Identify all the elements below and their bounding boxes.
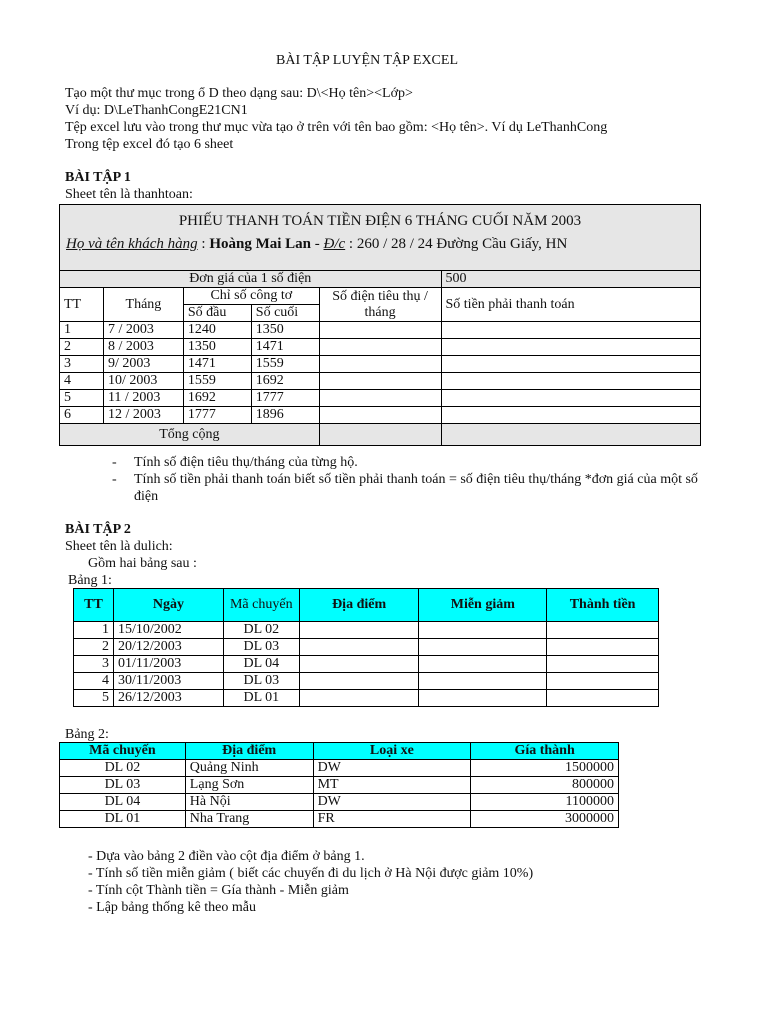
cell: MT [313,777,471,794]
table-row [60,373,701,390]
col-header: Chỉ số công tơ [183,288,319,305]
cell [319,356,441,373]
total-label: Tổng cộng [60,424,320,446]
intro-line: Trong tệp excel đó tạo 6 sheet [65,137,234,152]
col-header: Số đầu [183,305,251,322]
cell: 1559 [251,356,319,373]
cell [299,656,419,673]
cell: 5 [74,690,114,707]
cell [547,690,659,707]
cell: 1100000 [471,794,619,811]
col-header: Địa điểm [185,743,313,760]
col-header: Địa điểm [299,589,419,622]
separator: - [311,236,324,252]
col-header: Gía thành [471,743,619,760]
cell: 6 [60,407,104,424]
cell [419,622,547,639]
cell: 1240 [183,322,251,339]
col-header: Mã chuyến [223,589,299,622]
cell: 3000000 [471,811,619,828]
customer-label: Họ và tên khách hàng [66,236,198,252]
table-row [60,339,701,356]
cell [299,639,419,656]
cell: DL 03 [223,673,299,690]
cell: 01/11/2003 [113,656,223,673]
table-row [60,777,619,794]
col-header: Ngày [113,589,223,622]
table-row [74,622,659,639]
invoice-title: PHIẾU THANH TOÁN TIỀN ĐIỆN 6 THÁNG CUỐI NĂM 2003 [178,213,582,229]
ex2-heading: BÀI TẬP 2 [65,522,131,537]
cell [319,390,441,407]
address-label: Đ/c [323,236,346,252]
cell [319,407,441,424]
cell: 800000 [471,777,619,794]
cell: FR [313,811,471,828]
table-row [74,690,659,707]
col-header: Số tiền phải thanh toán [441,288,701,322]
col-header: Số điện tiêu thụ / tháng [319,288,441,322]
cell: 1559 [183,373,251,390]
cell: 1500000 [471,760,619,777]
table-row [60,322,701,339]
cell: DL 01 [223,690,299,707]
list-item: - Tính số tiền phải thanh toán biết số tiền phải thanh toán = số điện tiêu thụ/tháng *đơn giá của một số điện [112,471,702,505]
cell [547,656,659,673]
invoice-header [59,204,701,271]
cell [319,322,441,339]
cell: 9/ 2003 [103,356,183,373]
table-row [60,390,701,407]
cell: DL 04 [223,656,299,673]
cell: DW [313,760,471,777]
cell: 4 [74,673,114,690]
cell: DW [313,794,471,811]
cell [299,673,419,690]
cell [441,356,701,373]
cell: 1350 [251,322,319,339]
cell: 1471 [251,339,319,356]
col-header: Tháng [103,288,183,322]
cell: DL 01 [60,811,186,828]
cell [547,622,659,639]
cell [299,622,419,639]
list-item: - Tính số điện tiêu thụ/tháng của từng hộ. [112,454,702,471]
cell: 26/12/2003 [113,690,223,707]
cell [441,373,701,390]
cell [319,373,441,390]
cell [419,639,547,656]
col-header: Mã chuyến [60,743,186,760]
separator: : [197,236,210,252]
cell: 1777 [251,390,319,407]
cell [441,339,701,356]
cell [441,390,701,407]
tour-table [73,588,659,707]
cell [419,673,547,690]
cell [441,407,701,424]
table2-label: Bảng 2: [65,727,109,742]
cell: 3 [60,356,104,373]
cell: 1777 [183,407,251,424]
table1-label: Bảng 1: [68,573,112,588]
cell: DL 04 [60,794,186,811]
customer-line [66,236,567,253]
cell: 12 / 2003 [103,407,183,424]
ex2-sheet-name: Sheet tên là dulich: [65,539,173,554]
cell: 20/12/2003 [113,639,223,656]
ex1-heading: BÀI TẬP 1 [65,170,131,185]
cell: 1896 [251,407,319,424]
cell [299,690,419,707]
table-row [60,811,619,828]
cell: 8 / 2003 [103,339,183,356]
unit-price: 500 [441,271,701,288]
separator: : [345,236,357,252]
cell: 10/ 2003 [103,373,183,390]
cell: 1692 [183,390,251,407]
page-title: BÀI TẬP LUYỆN TẬP EXCEL [276,53,458,68]
cell: 2 [60,339,104,356]
col-header: TT [74,589,114,622]
unit-price-label: Đơn giá của 1 số điện [60,271,442,288]
invoice-table [59,270,701,446]
cell [419,656,547,673]
customer-name: Hoàng Mai Lan [209,236,311,252]
address: 260 / 28 / 24 Đường Cầu Giấy, HN [356,236,568,252]
intro-line: Ví dụ: D\LeThanhCongE21CN1 [65,103,248,118]
cell: 1 [74,622,114,639]
cell: Lạng Sơn [185,777,313,794]
table-row [74,656,659,673]
cell [441,424,701,446]
cell: 4 [60,373,104,390]
cell: 1471 [183,356,251,373]
col-header: Miễn giảm [419,589,547,622]
col-header: Thành tiền [547,589,659,622]
table-row [74,673,659,690]
ex2-task: - Dựa vào bảng 2 điền vào cột địa điểm ở bảng 1. [88,849,365,864]
ex2-task: - Tính số tiền miễn giảm ( biết các chuyến đi du lịch ở Hà Nội được giảm 10%) [88,866,534,881]
table-row [60,407,701,424]
cell [419,690,547,707]
ex2-task: - Tính cột Thành tiền = Gía thành - Miễn giảm [88,883,349,898]
cell: DL 02 [60,760,186,777]
cell: 3 [74,656,114,673]
cell: 1692 [251,373,319,390]
table-row [60,760,619,777]
cell: 2 [74,639,114,656]
table-row [60,356,701,373]
cell: DL 03 [223,639,299,656]
ex2-intro: Gồm hai bảng sau : [88,556,197,571]
cell: DL 03 [60,777,186,794]
cell: 15/10/2002 [113,622,223,639]
price-table [59,742,619,828]
cell: 7 / 2003 [103,322,183,339]
cell [547,639,659,656]
cell: 1350 [183,339,251,356]
ex1-task-list [112,454,702,505]
intro-line: Tạo một thư mục trong ổ D theo dạng sau: D\<Họ tên><Lớp> [65,86,413,101]
ex2-task: - Lập bảng thống kê theo mẫu [88,900,256,915]
cell: 5 [60,390,104,407]
col-header: Loại xe [313,743,471,760]
cell: DL 02 [223,622,299,639]
cell: 1 [60,322,104,339]
cell: Hà Nội [185,794,313,811]
ex1-sheet-name: Sheet tên là thanhtoan: [65,187,193,202]
col-header: Số cuối [251,305,319,322]
intro-line: Tệp excel lưu vào trong thư mục vừa tạo ở trên với tên bao gồm: <Họ tên>. Ví dụ LeThanhCong [65,120,608,135]
cell [441,322,701,339]
cell: Quảng Ninh [185,760,313,777]
cell [319,339,441,356]
table-row [74,639,659,656]
table-row [60,794,619,811]
cell: Nha Trang [185,811,313,828]
cell [319,424,441,446]
cell: 11 / 2003 [103,390,183,407]
cell [547,673,659,690]
col-header: TT [60,288,104,322]
cell: 30/11/2003 [113,673,223,690]
